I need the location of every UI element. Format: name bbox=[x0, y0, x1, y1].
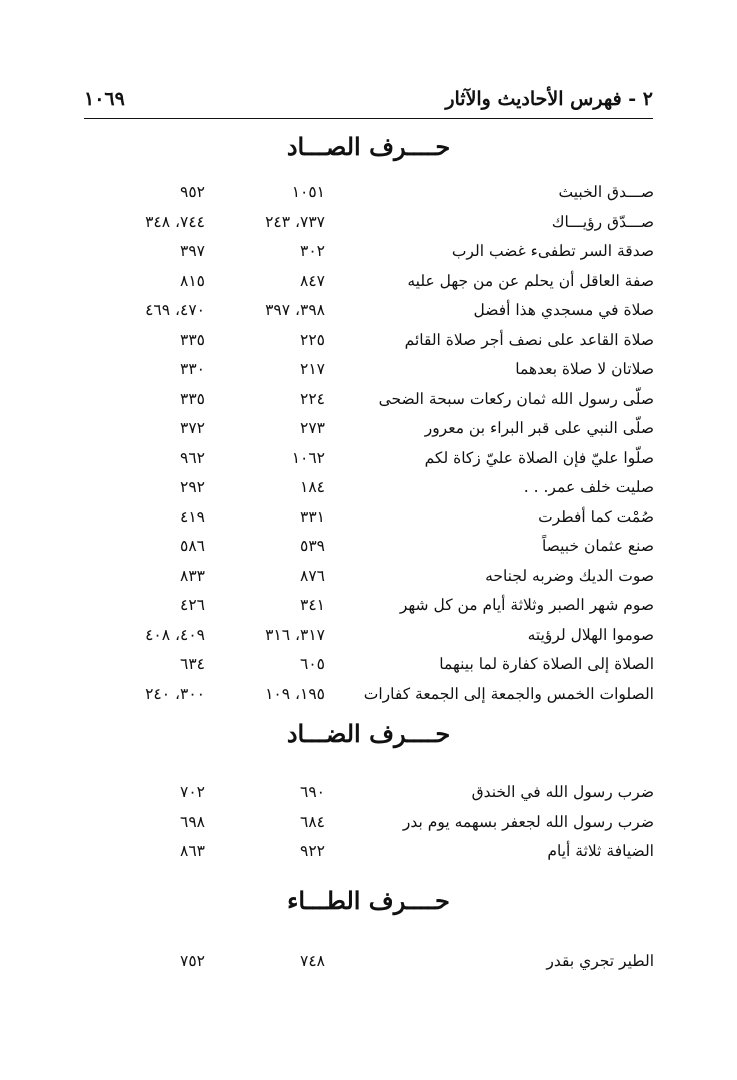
ref-primary: ٣٠٢ bbox=[300, 242, 325, 260]
ref-secondary: ٣٩٧ bbox=[180, 242, 205, 260]
hadith-text: صوت الديك وضربه لجناحه bbox=[485, 566, 654, 585]
ref-secondary: ٣٠٠، ٢٤٠ bbox=[145, 684, 205, 703]
hadith-text: صلّوا عليّ فإن الصلاة عليّ زكاة لكم bbox=[424, 448, 654, 467]
hadith-text: صليت خلف عمر. . . bbox=[523, 478, 654, 496]
ref-secondary: ٣٣٥ bbox=[180, 389, 205, 408]
ref-primary: ٢١٧ bbox=[300, 360, 325, 378]
page-number: ١٠٦٩ bbox=[84, 88, 125, 110]
ref-primary: ٧٣٧، ٢٤٣ bbox=[265, 212, 325, 231]
ref-secondary: ٦٩٨ bbox=[180, 812, 205, 831]
ref-primary: ١٠٥١ bbox=[291, 183, 325, 201]
list-item bbox=[0, 240, 737, 270]
hadith-text: صلاتان لا صلاة بعدهما bbox=[515, 360, 654, 378]
list-item bbox=[0, 181, 737, 211]
ref-secondary: ٤٧٠، ٤٦٩ bbox=[145, 301, 205, 319]
entries-dad bbox=[0, 781, 737, 870]
ref-secondary: ٨٦٣ bbox=[180, 842, 205, 860]
ref-primary: ١٩٥، ١٠٩ bbox=[265, 684, 325, 703]
hadith-text: صُمْت كما أفطرت bbox=[538, 507, 654, 526]
ref-secondary: ٤٠٩، ٤٠٨ bbox=[145, 625, 205, 644]
hadith-text: صوموا الهلال لرؤيته bbox=[527, 625, 654, 644]
ref-primary: ٦٠٥ bbox=[300, 655, 325, 673]
ref-secondary: ٨٣٣ bbox=[180, 566, 205, 585]
ref-primary: ٣٣١ bbox=[300, 507, 325, 526]
ref-secondary: ٦٣٤ bbox=[180, 655, 205, 673]
ref-secondary: ٤٢٦ bbox=[180, 596, 205, 614]
list-item bbox=[0, 329, 737, 359]
ref-primary: ٣١٧، ٣١٦ bbox=[265, 625, 325, 644]
hadith-text: صنع عثمان خبيصاً bbox=[541, 537, 654, 555]
ref-secondary: ٧٥٢ bbox=[180, 952, 205, 970]
list-item bbox=[0, 840, 737, 870]
page-header bbox=[84, 84, 653, 119]
ref-primary: ٨٧٦ bbox=[300, 566, 325, 585]
list-item bbox=[0, 211, 737, 241]
section-heading-sad: حــــرف الصـــاد bbox=[286, 132, 451, 161]
ref-primary: ٢٢٤ bbox=[300, 389, 325, 408]
ref-primary: ٦٩٠ bbox=[300, 783, 325, 801]
ref-secondary: ٥٨٦ bbox=[180, 537, 205, 555]
hadith-text: صـــدّق رؤيـــاك bbox=[551, 212, 654, 231]
hadith-text: صلاة في مسجدي هذا أفضل bbox=[473, 301, 654, 319]
ref-primary: ٦٨٤ bbox=[300, 812, 325, 831]
ref-secondary: ٩٥٢ bbox=[180, 183, 205, 201]
list-item bbox=[0, 535, 737, 565]
section-heading-ta: حــــرف الطـــاء bbox=[287, 886, 450, 915]
list-item bbox=[0, 624, 737, 654]
ref-secondary: ٨١٥ bbox=[180, 271, 205, 290]
list-item bbox=[0, 594, 737, 624]
hadith-text: صلاة القاعد على نصف أجر صلاة القائم bbox=[404, 330, 654, 349]
hadith-text: صلّى النبي على قبر البراء بن معرور bbox=[424, 419, 654, 437]
ref-primary: ٣٤١ bbox=[300, 596, 325, 614]
ref-secondary: ٢٩٢ bbox=[180, 478, 205, 496]
hadith-text: الصلاة إلى الصلاة كفارة لما بينهما bbox=[439, 655, 654, 673]
list-item bbox=[0, 299, 737, 329]
list-item bbox=[0, 781, 737, 811]
ref-primary: ١٠٦٢ bbox=[291, 448, 325, 467]
ref-secondary: ٣٣٠ bbox=[180, 360, 205, 378]
hadith-text: صفة العاقل أن يحلم عن من جهل عليه bbox=[407, 271, 654, 290]
hadith-text: ضرب رسول الله في الخندق bbox=[471, 783, 654, 801]
list-item bbox=[0, 476, 737, 506]
list-item bbox=[0, 447, 737, 477]
hadith-text: صوم شهر الصبر وثلاثة أيام من كل شهر bbox=[399, 596, 654, 614]
list-item bbox=[0, 950, 737, 980]
entries-ta bbox=[0, 950, 737, 980]
list-item bbox=[0, 811, 737, 841]
entries-sad bbox=[0, 181, 737, 712]
list-item bbox=[0, 388, 737, 418]
hadith-text: صدقة السر تطفىء غضب الرب bbox=[451, 242, 654, 260]
ref-primary: ٨٤٧ bbox=[300, 271, 325, 290]
ref-primary: ٩٢٢ bbox=[300, 842, 325, 860]
hadith-text: ضرب رسول الله لجعفر بسهمه يوم بدر bbox=[402, 812, 654, 831]
hadith-text: صلّى رسول الله ثمان ركعات سبحة الضحى bbox=[378, 389, 654, 408]
list-item bbox=[0, 506, 737, 536]
list-item bbox=[0, 653, 737, 683]
list-item bbox=[0, 270, 737, 300]
ref-secondary: ٣٧٢ bbox=[180, 419, 205, 437]
hadith-text: الضيافة ثلاثة أيام bbox=[547, 842, 654, 860]
list-item bbox=[0, 417, 737, 447]
list-item bbox=[0, 565, 737, 595]
ref-primary: ٢٢٥ bbox=[300, 330, 325, 349]
list-item bbox=[0, 683, 737, 713]
running-title: ٢ - فهرس الأحاديث والآثار bbox=[445, 88, 653, 110]
ref-primary: ٧٤٨ bbox=[300, 952, 325, 970]
list-item bbox=[0, 358, 737, 388]
ref-secondary: ٧٤٤، ٣٤٨ bbox=[145, 212, 205, 231]
ref-secondary: ٩٦٢ bbox=[180, 448, 205, 467]
section-heading-dad: حــــرف الضـــاد bbox=[286, 719, 451, 748]
ref-secondary: ٤١٩ bbox=[180, 507, 205, 526]
hadith-text: الطير تجري بقدر bbox=[546, 952, 654, 970]
ref-secondary: ٧٠٢ bbox=[180, 783, 205, 801]
ref-primary: ١٨٤ bbox=[300, 478, 325, 496]
hadith-text: الصلوات الخمس والجمعة إلى الجمعة كفارات bbox=[363, 684, 654, 703]
ref-primary: ٢٧٣ bbox=[300, 419, 325, 437]
ref-secondary: ٣٣٥ bbox=[180, 330, 205, 349]
hadith-text: صـــدق الخبيث bbox=[558, 183, 654, 201]
ref-primary: ٣٩٨، ٣٩٧ bbox=[265, 301, 325, 319]
ref-primary: ٥٣٩ bbox=[300, 537, 325, 555]
